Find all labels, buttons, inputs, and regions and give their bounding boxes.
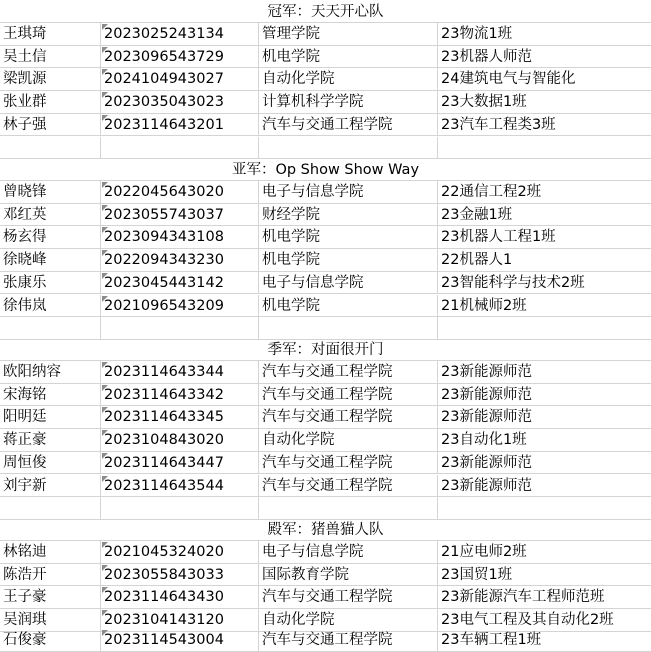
name-cell[interactable]: 张康乐 xyxy=(0,272,101,295)
empty-cell[interactable] xyxy=(0,497,101,520)
college-cell[interactable]: 汽车与交通工程学院 xyxy=(259,475,438,498)
class-cell[interactable]: 23电气工程及其自动化2班 xyxy=(438,609,651,632)
college-cell[interactable]: 自动化学院 xyxy=(259,429,438,452)
student-id-cell[interactable]: 2023055843033 xyxy=(101,564,259,587)
class-cell[interactable]: 23新能源师范 xyxy=(438,384,651,407)
class-cell[interactable]: 23新能源汽车工程师范班 xyxy=(438,586,651,609)
college-cell[interactable]: 汽车与交通工程学院 xyxy=(259,452,438,475)
name-cell[interactable]: 王琪琦 xyxy=(0,23,101,46)
student-id-cell[interactable]: 2023114643430 xyxy=(101,586,259,609)
college-cell[interactable]: 汽车与交通工程学院 xyxy=(259,406,438,429)
class-cell[interactable]: 23新能源师范 xyxy=(438,406,651,429)
college-cell[interactable]: 机电学院 xyxy=(259,226,438,249)
student-id-cell[interactable]: 2023114643544 xyxy=(101,475,259,498)
class-cell[interactable]: 23机器人师范 xyxy=(438,46,651,69)
class-cell[interactable]: 23汽车工程类3班 xyxy=(438,114,651,137)
name-cell[interactable]: 梁凯源 xyxy=(0,68,101,91)
empty-cell[interactable] xyxy=(438,137,651,160)
college-cell[interactable]: 电子与信息学院 xyxy=(259,541,438,564)
table-row[interactable] xyxy=(0,586,651,609)
table-row[interactable] xyxy=(0,406,651,429)
college-cell[interactable]: 电子与信息学院 xyxy=(259,181,438,204)
student-id-cell[interactable]: 2023104143120 xyxy=(101,609,259,632)
class-cell[interactable]: 23新能源师范 xyxy=(438,361,651,384)
student-id-cell[interactable]: 2023114643344 xyxy=(101,361,259,384)
empty-cell[interactable] xyxy=(101,497,259,520)
name-cell[interactable]: 林子强 xyxy=(0,114,101,137)
name-cell[interactable]: 张业群 xyxy=(0,91,101,114)
name-cell[interactable]: 徐伟岚 xyxy=(0,295,101,318)
name-cell[interactable]: 周恒俊 xyxy=(0,452,101,475)
class-cell[interactable]: 23车辆工程1班 xyxy=(438,629,651,652)
table-row[interactable] xyxy=(0,629,651,652)
college-cell[interactable]: 国际教育学院 xyxy=(259,564,438,587)
college-cell[interactable]: 管理学院 xyxy=(259,23,438,46)
table-row[interactable] xyxy=(0,541,651,564)
student-id-cell[interactable]: 2023114643345 xyxy=(101,406,259,429)
class-cell[interactable]: 23新能源师范 xyxy=(438,452,651,475)
class-cell[interactable]: 21机械师2班 xyxy=(438,295,651,318)
class-cell[interactable]: 21应电师2班 xyxy=(438,541,651,564)
college-cell[interactable]: 汽车与交通工程学院 xyxy=(259,384,438,407)
college-cell[interactable]: 自动化学院 xyxy=(259,68,438,91)
name-cell[interactable]: 石俊豪 xyxy=(0,629,101,652)
name-cell[interactable]: 蒋正豪 xyxy=(0,429,101,452)
name-cell[interactable]: 邓红英 xyxy=(0,204,101,227)
student-id-cell[interactable]: 2023025243134 xyxy=(101,23,259,46)
name-cell[interactable]: 宋海铭 xyxy=(0,384,101,407)
table-row[interactable] xyxy=(0,452,651,475)
table-row[interactable] xyxy=(0,68,651,91)
class-cell[interactable]: 23智能科学与技术2班 xyxy=(438,272,651,295)
name-cell[interactable]: 陈浩开 xyxy=(0,564,101,587)
empty-cell[interactable] xyxy=(101,317,259,340)
table-row[interactable] xyxy=(0,91,651,114)
table-row[interactable] xyxy=(0,295,651,318)
name-cell[interactable]: 林铭迪 xyxy=(0,541,101,564)
college-cell[interactable]: 汽车与交通工程学院 xyxy=(259,114,438,137)
class-cell[interactable]: 24建筑电气与智能化 xyxy=(438,68,651,91)
empty-cell[interactable] xyxy=(259,497,438,520)
student-id-cell[interactable]: 2023096543729 xyxy=(101,46,259,69)
college-cell[interactable]: 机电学院 xyxy=(259,295,438,318)
team-title[interactable]: 殿军：猪兽猫人队 xyxy=(0,519,651,541)
empty-cell[interactable] xyxy=(438,317,651,340)
class-cell[interactable]: 23新能源师范 xyxy=(438,475,651,498)
student-id-cell[interactable]: 2021096543209 xyxy=(101,295,259,318)
class-cell[interactable]: 22通信工程2班 xyxy=(438,181,651,204)
table-row[interactable] xyxy=(0,226,651,249)
student-id-cell[interactable]: 2023114543004 xyxy=(101,629,259,652)
empty-row[interactable] xyxy=(0,137,651,160)
college-cell[interactable]: 财经学院 xyxy=(259,204,438,227)
college-cell[interactable]: 自动化学院 xyxy=(259,609,438,632)
college-cell[interactable]: 机电学院 xyxy=(259,46,438,69)
table-row[interactable] xyxy=(0,384,651,407)
class-cell[interactable]: 22机器人1 xyxy=(438,249,651,272)
student-id-cell[interactable]: 2022045643020 xyxy=(101,181,259,204)
student-id-cell[interactable]: 2023114643447 xyxy=(101,452,259,475)
college-cell[interactable]: 汽车与交通工程学院 xyxy=(259,361,438,384)
table-row[interactable] xyxy=(0,204,651,227)
team-title[interactable]: 季军：对面很开门 xyxy=(0,339,651,361)
empty-cell[interactable] xyxy=(101,137,259,160)
table-row[interactable] xyxy=(0,249,651,272)
student-id-cell[interactable]: 2024104943027 xyxy=(101,68,259,91)
college-cell[interactable]: 电子与信息学院 xyxy=(259,272,438,295)
class-cell[interactable]: 23自动化1班 xyxy=(438,429,651,452)
name-cell[interactable]: 曾晓锋 xyxy=(0,181,101,204)
college-cell[interactable]: 计算机科学学院 xyxy=(259,91,438,114)
student-id-cell[interactable]: 2023104843020 xyxy=(101,429,259,452)
student-id-cell[interactable]: 2023055743037 xyxy=(101,204,259,227)
student-id-cell[interactable]: 2023114643342 xyxy=(101,384,259,407)
class-cell[interactable]: 23大数据1班 xyxy=(438,91,651,114)
empty-cell[interactable] xyxy=(0,137,101,160)
table-row[interactable] xyxy=(0,564,651,587)
table-row[interactable] xyxy=(0,114,651,137)
class-cell[interactable]: 23金融1班 xyxy=(438,204,651,227)
empty-cell[interactable] xyxy=(0,317,101,340)
name-cell[interactable]: 吴土信 xyxy=(0,46,101,69)
name-cell[interactable]: 刘宇新 xyxy=(0,475,101,498)
college-cell[interactable]: 汽车与交通工程学院 xyxy=(259,629,438,652)
empty-row[interactable] xyxy=(0,497,651,520)
name-cell[interactable]: 欧阳纳容 xyxy=(0,361,101,384)
empty-cell[interactable] xyxy=(438,497,651,520)
college-cell[interactable]: 汽车与交通工程学院 xyxy=(259,586,438,609)
class-cell[interactable]: 23物流1班 xyxy=(438,23,651,46)
name-cell[interactable]: 徐晓峰 xyxy=(0,249,101,272)
student-id-cell[interactable]: 2022094343230 xyxy=(101,249,259,272)
name-cell[interactable]: 杨玄得 xyxy=(0,226,101,249)
empty-cell[interactable] xyxy=(259,317,438,340)
table-row[interactable] xyxy=(0,429,651,452)
name-cell[interactable]: 王子豪 xyxy=(0,586,101,609)
table-row[interactable] xyxy=(0,272,651,295)
student-id-cell[interactable]: 2023094343108 xyxy=(101,226,259,249)
table-row[interactable] xyxy=(0,23,651,46)
student-id-cell[interactable]: 2023045443142 xyxy=(101,272,259,295)
team-title[interactable]: 亚军：Op Show Show Way xyxy=(0,159,651,181)
college-cell[interactable]: 机电学院 xyxy=(259,249,438,272)
class-cell[interactable]: 23国贸1班 xyxy=(438,564,651,587)
team-title[interactable]: 冠军：天天开心队 xyxy=(0,1,651,23)
name-cell[interactable]: 阳明廷 xyxy=(0,406,101,429)
name-cell[interactable]: 吴润琪 xyxy=(0,609,101,632)
table-row[interactable] xyxy=(0,181,651,204)
table-row[interactable] xyxy=(0,475,651,498)
table-row[interactable] xyxy=(0,46,651,69)
student-id-cell[interactable]: 2023035043023 xyxy=(101,91,259,114)
empty-cell[interactable] xyxy=(259,137,438,160)
table-row[interactable] xyxy=(0,361,651,384)
class-cell[interactable]: 23机器人工程1班 xyxy=(438,226,651,249)
empty-row[interactable] xyxy=(0,317,651,340)
student-id-cell[interactable]: 2023114643201 xyxy=(101,114,259,137)
student-id-cell[interactable]: 2021045324020 xyxy=(101,541,259,564)
